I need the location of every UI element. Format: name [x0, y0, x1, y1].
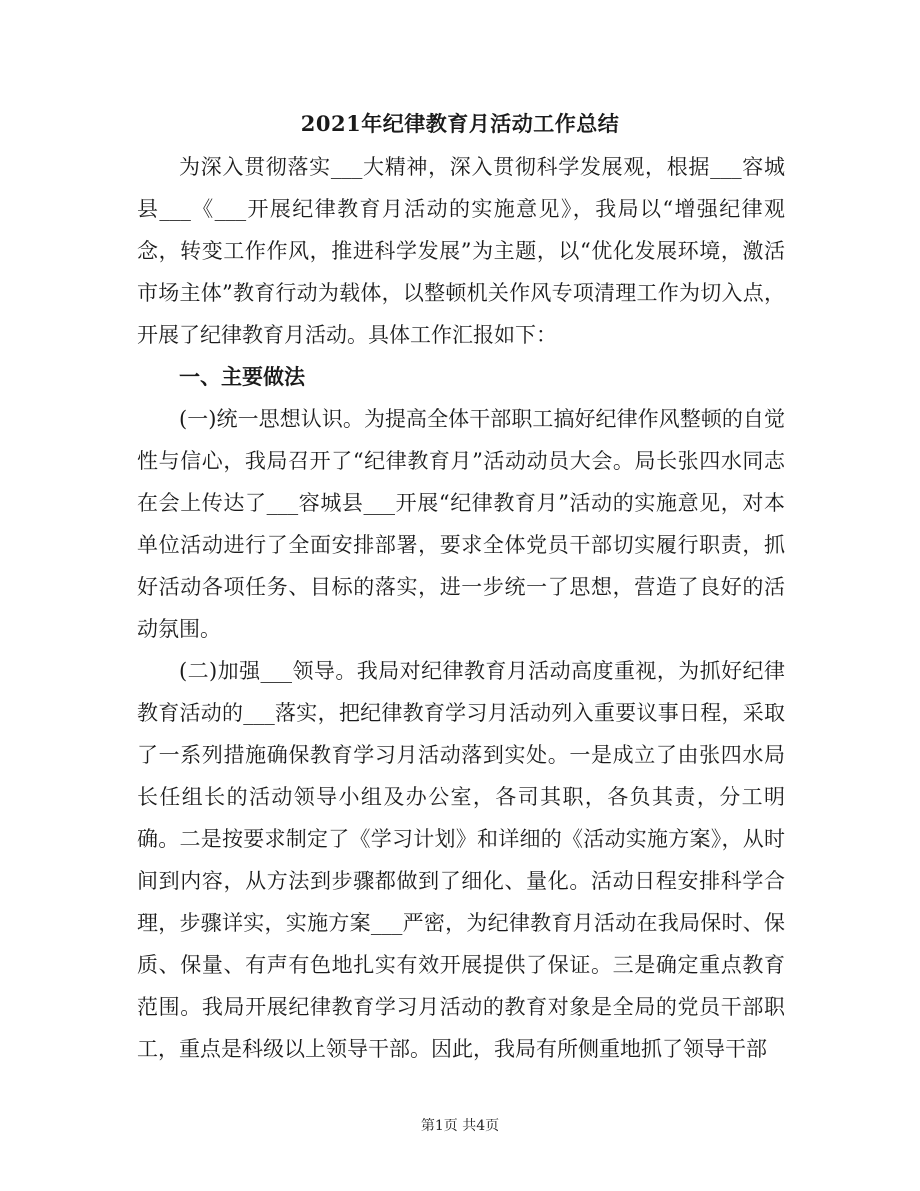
paragraph-intro: 为深入贯彻落实___大精神，深入贯彻科学发展观，根据___容城县___《___开展纪律教育月活动的实施意见》，我局以“增强纪律观念，转变工作作风，推进科学发展”为主题，以“优化发展环境，激活市场主体”教育行动为载体，以整顿机关作风专项清理工作为切入点，开展了纪律教育月活动。具体工作汇报如下：: [137, 155, 785, 347]
paragraph-strengthen-leadership: (二)加强___领导。我局对纪律教育月活动高度重视，为抓好纪律教育活动的___落实，把纪律教育学习月活动列入重要议事日程，采取了一系列措施确保教育学习月活动落到实处。一是成立了由张四水局长任组长的活动领导小组及办公室，各司其职，各负其责，分工明确。二是按要求制定了《学习计划》和详细的《活动实施方案》，从时间到内容，从方法到步骤都做到了细化、量化。活动日程安排科学合理，步骤详实，实施方案___严密，为纪律教育月活动在我局保时、保质、保量、有声有色地扎实有效开展提供了保证。三是确定重点教育范围。我局开展纪律教育学习月活动的教育对象是全局的党员干部职工，重点是科级以上领导干部。因此，我局有所侧重地抓了领导干部: [137, 659, 785, 1061]
page-number: 第1页 共4页: [420, 1118, 500, 1134]
section-heading: 一、主要做法: [179, 364, 305, 389]
document-title: 2021年纪律教育月活动工作总结: [300, 111, 620, 136]
paragraph-unify-thinking: (一)统一思想认识。为提高全体干部职工搞好纪律作风整顿的自觉性与信心，我局召开了“纪律教育月”活动动员大会。局长张四水同志在会上传达了___容城县___开展“纪律教育月”活动的实施意见，对本单位活动进行了全面安排部署，要求全体党员干部切实履行职责，抓好活动各项任务、目标的落实，进一步统一了思想，营造了良好的活动氛围。: [137, 407, 785, 641]
document-body: [137, 146, 785, 1070]
